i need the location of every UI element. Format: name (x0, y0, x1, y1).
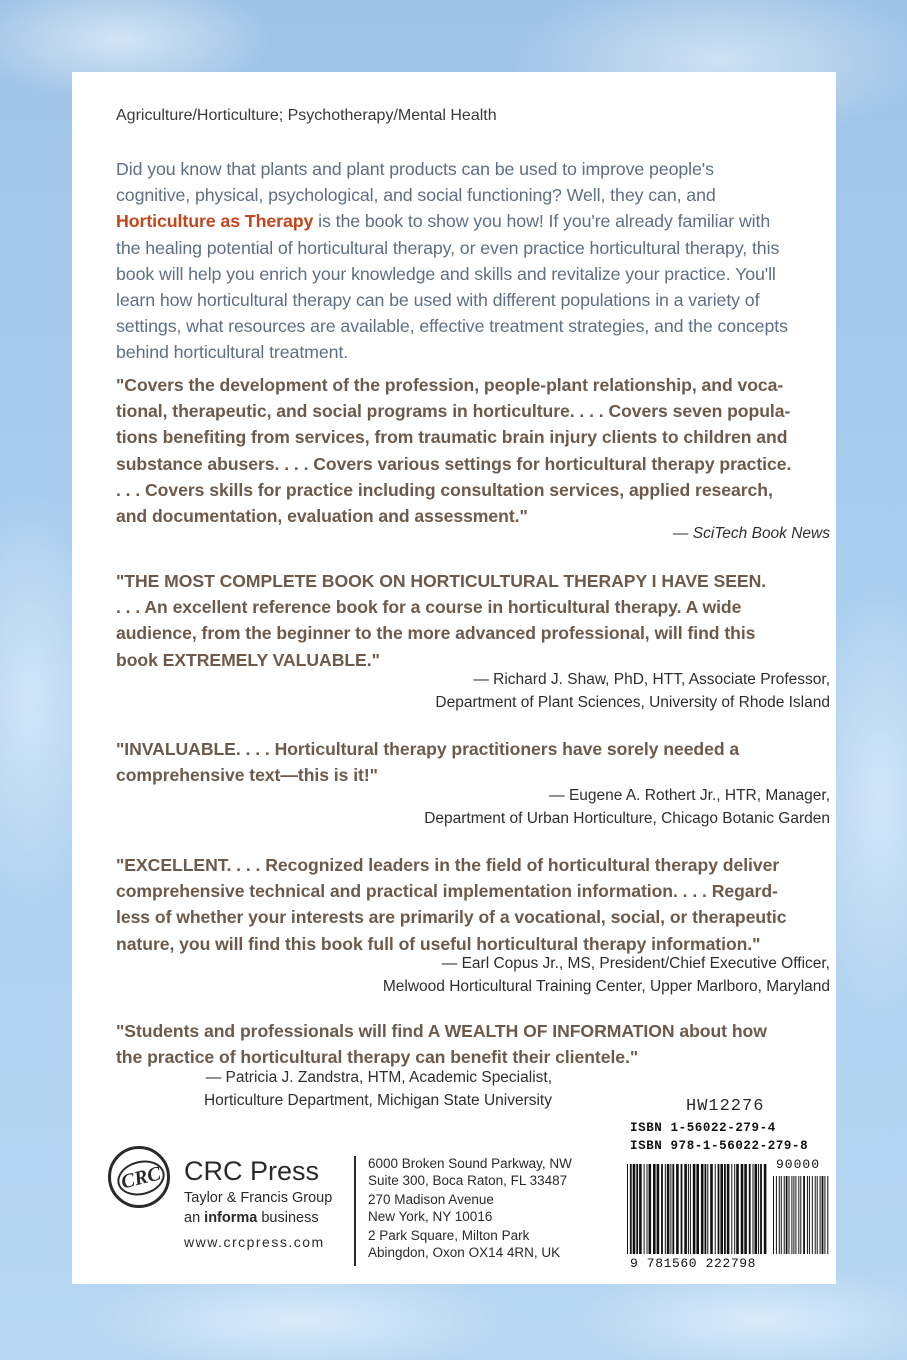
barcode-bar (707, 1164, 708, 1254)
barcode-bar (803, 1176, 805, 1254)
barcode-bar (773, 1176, 774, 1254)
barcode-bar (630, 1164, 632, 1254)
barcode-bar (647, 1164, 648, 1254)
barcode-bar (718, 1164, 720, 1254)
barcode-bar (701, 1164, 704, 1254)
publisher-group: Taylor & Francis Group (184, 1190, 333, 1206)
barcode-bar (720, 1164, 723, 1254)
barcode-bar (724, 1164, 726, 1254)
barcode-bar (736, 1164, 739, 1254)
barcode-bar (789, 1176, 790, 1254)
barcode-bar (744, 1164, 747, 1254)
barcode-bar (636, 1164, 638, 1254)
barcode-bar (715, 1164, 716, 1254)
barcode-bar (764, 1164, 767, 1254)
publisher-informa: an informa business (184, 1210, 319, 1226)
barcode-bar (705, 1164, 707, 1254)
barcode-bar (807, 1176, 808, 1254)
barcode-bar (696, 1164, 699, 1254)
review-quote: "THE MOST COMPLETE BOOK ON HORTICULTURAL THERAPY I HAVE SEEN. . . . An excellent reference book for a course in horticultural therapy. A wide audience, from the beginner to the more advanced professional, will find this book EXTREMELY VALUABLE." (116, 571, 767, 670)
barcode-bar (809, 1176, 810, 1254)
barcode-bar (727, 1164, 730, 1254)
barcode-bar (661, 1164, 663, 1254)
barcode-bar (667, 1164, 670, 1254)
barcode-bar (786, 1176, 788, 1254)
barcode-bar (776, 1176, 777, 1254)
barcode-bar (649, 1164, 652, 1254)
barcode-bar (676, 1164, 679, 1254)
barcode-addon-number: 90000 (776, 1157, 821, 1172)
barcode-bar (760, 1164, 762, 1254)
product-code: HW12276 (686, 1097, 765, 1116)
barcode-bar (657, 1164, 660, 1254)
barcode-bar (791, 1176, 792, 1254)
review-attribution: — Earl Copus Jr., MS, President/Chief Executive Officer, Melwood Horticultural Training Center, Upper Marlboro, Maryland (382, 955, 830, 995)
review-quote: "Covers the development of the profession, people-plant relationship, and voca- tional, therapeutic, and social programs in horticulture. . . . Covers seven popula- tions benefiting from services, from traumatic brain injury clients to children and substance abusers. . . . Covers various settings for horticultural therapy practice. . . . Covers skills for practice including consultation services, applied research, and documentation, evaluation and assessment." (116, 375, 792, 527)
barcode-bar (741, 1164, 744, 1254)
review-quote: "Students and professionals will find A WEALTH OF INFORMATION about how the practice of horticultural therapy can benefit their clientele." (116, 1021, 767, 1068)
review-attribution: — Richard J. Shaw, PhD, HTT, Associate Professor, Department of Plant Sciences, University of Rhode Island (435, 671, 830, 711)
book-title: Horticulture as Therapy (116, 211, 314, 232)
barcode-bar (817, 1176, 818, 1254)
publisher-addresses: 6000 Broken Sound Parkway, NW Suite 300, Boca Raton, FL 33487 270 Madison Avenue New York, NY 10016 2 Park Square, Milton Park Abingdon, Oxon OX14 4RN, UK (368, 1156, 572, 1260)
barcode-bar (749, 1164, 751, 1254)
barcode-bar (827, 1176, 828, 1254)
review-quote: "EXCELLENT. . . . Recognized leaders in the field of horticultural therapy deliver comprehensive technical and practical implementation information. . . . Regard- less of whether your interests are primarily of a vocational, social, or therapeutic nature, you will find this book full of useful horticultural therapy information." (116, 855, 787, 954)
barcode-bar (672, 1164, 674, 1254)
barcode-bar (644, 1164, 645, 1254)
barcode-bar (684, 1164, 687, 1254)
barcode-bar (734, 1164, 735, 1254)
crc-logo-text: CRC (114, 1156, 169, 1201)
barcode-bar (824, 1176, 825, 1254)
barcode-bar (670, 1164, 671, 1254)
barcode-addon (772, 1176, 830, 1254)
category-label: Agriculture/Horticulture; Psychotherapy/Mental Health (116, 107, 497, 124)
barcode-bar (681, 1164, 683, 1254)
barcode-bar (633, 1164, 636, 1254)
barcode-main (626, 1164, 770, 1254)
barcode-bar (812, 1176, 813, 1254)
barcode-bar (693, 1164, 696, 1254)
review-attribution: — Patricia J. Zandstra, HTM, Academic Specialist, Horticulture Department, Michigan State University (203, 1069, 552, 1109)
barcode-digits: 9 781560 222798 (630, 1256, 757, 1271)
barcode-bar (781, 1176, 782, 1254)
review-attribution: — Eugene A. Rothert Jr., HTR, Manager, Department of Urban Horticulture, Chicago Botanic Garden (424, 787, 830, 827)
barcode-bar (784, 1176, 785, 1254)
review-attribution: — SciTech Book News (672, 525, 830, 542)
barcode-bar (690, 1164, 691, 1254)
barcode-bar (731, 1164, 732, 1254)
barcode-bar (820, 1176, 821, 1254)
barcode-bar (800, 1176, 801, 1254)
barcode-bar (653, 1164, 656, 1254)
barcode-bar (710, 1164, 713, 1254)
barcode-bar (822, 1176, 824, 1254)
barcode-bar (627, 1164, 628, 1254)
barcode-bar (688, 1164, 689, 1254)
isbn-13: ISBN 978-1-56022-279-8 (630, 1139, 809, 1153)
barcode-bar (753, 1164, 754, 1254)
crc-logo (108, 1146, 170, 1208)
divider (354, 1156, 356, 1266)
barcode-bar (755, 1164, 758, 1254)
barcode-bar (665, 1164, 666, 1254)
barcode-bar (793, 1176, 794, 1254)
barcode-bar (639, 1164, 642, 1254)
barcode-bar (779, 1176, 780, 1254)
review-quote: "INVALUABLE. . . . Horticultural therapy practitioners have sorely needed a comprehensive text—this is it!" (116, 739, 740, 786)
barcode-bar (795, 1176, 796, 1254)
publisher-name: CRC Press (184, 1156, 320, 1186)
barcode-bar (815, 1176, 816, 1254)
intro-paragraph: Did you know that plants and plant products can be used to improve people's cognitive, physical, psychological, and social functioning? Well, they can, and Horticulture as Therapy is the book to show you how! If you're already familiar with the healing potential of horticultural therapy, or even practice horticultural therapy, this book will help you enrich your knowledge and skills and revitalize your practice. You'll learn how horticultural therapy can be used with different populations in a variety of settings, what resources are available, effective treatment strategies, and the concepts behind horticultural treatment. (116, 159, 788, 363)
back-cover-panel (72, 72, 836, 1284)
publisher-url[interactable]: www.crcpress.com (184, 1234, 325, 1250)
barcode-bar (798, 1176, 799, 1254)
isbn-10: ISBN 1-56022-279-4 (630, 1121, 776, 1135)
barcode-bar (758, 1164, 759, 1254)
